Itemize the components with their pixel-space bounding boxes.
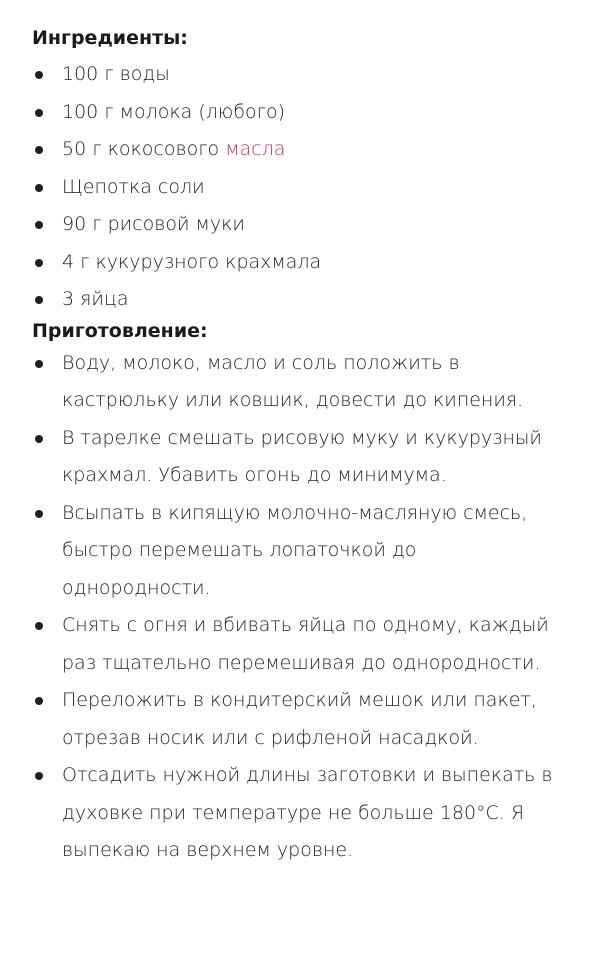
coconut-oil-link[interactable]: масла	[225, 138, 286, 160]
ingredient-item	[32, 206, 570, 244]
ingredient-item	[32, 56, 570, 94]
bullet-icon	[35, 221, 43, 229]
ingredients-heading: Ингредиенты:	[32, 27, 188, 49]
preparation-step	[32, 607, 570, 682]
preparation-step	[32, 420, 570, 495]
preparation-step	[32, 757, 570, 870]
bullet-icon	[35, 296, 43, 304]
ingredient-item	[32, 131, 570, 169]
step-text: Переложить в кондитерский мешок или пакет, отрезав носик или с рифленой насадкой.	[62, 689, 537, 749]
preparation-steps-list	[32, 345, 570, 870]
bullet-icon	[35, 435, 43, 443]
bullet-icon	[35, 510, 43, 518]
ingredient-item	[32, 169, 570, 207]
preparation-heading: Приготовление:	[32, 319, 208, 342]
bullet-icon	[35, 360, 43, 368]
bullet-icon	[35, 622, 43, 630]
ingredient-text: 50 г кокосового	[62, 138, 226, 160]
ingredient-text: 100 г молока (любого)	[62, 100, 285, 123]
bullet-icon	[35, 71, 43, 79]
ingredient-text: 90 г рисовой муки	[62, 213, 245, 235]
step-text: Всыпать в кипящую молочно-масляную смесь, быстро перемешать лопаточкой до однородности.	[62, 501, 528, 599]
step-text: Воду, молоко, масло и соль положить в кастрюльку или ковшик, довести до кипения.	[62, 351, 524, 411]
step-text: В тарелке смешать рисовую муку и кукурузный крахмал. Убавить огонь до минимума.	[62, 426, 542, 486]
ingredient-item	[32, 94, 570, 132]
ingredient-text: 3 яйца	[62, 288, 129, 310]
step-text: Снять с огня и вбивать яйца по одному, каждый раз тщательно перемешивая до однородности.	[62, 614, 549, 674]
ingredient-item	[32, 244, 570, 282]
ingredient-text: 4 г кукурузного крахмала	[62, 250, 322, 273]
bullet-icon	[35, 146, 43, 154]
bullet-icon	[35, 109, 43, 117]
ingredient-item	[32, 281, 570, 319]
ingredient-text: 100 г воды	[62, 63, 170, 85]
preparation-step	[32, 495, 570, 608]
preparation-step	[32, 345, 570, 420]
bullet-icon	[35, 772, 43, 780]
bullet-icon	[35, 184, 43, 192]
ingredient-text: Щепотка соли	[62, 175, 205, 198]
step-text: Отсадить нужной длины заготовки и выпекать в духовке при температуре не больше 180°С. Я выпекаю на верхнем уровне.	[62, 764, 553, 861]
preparation-step	[32, 682, 570, 757]
bullet-icon	[35, 259, 43, 267]
bullet-icon	[35, 697, 43, 705]
ingredients-list	[32, 56, 570, 319]
